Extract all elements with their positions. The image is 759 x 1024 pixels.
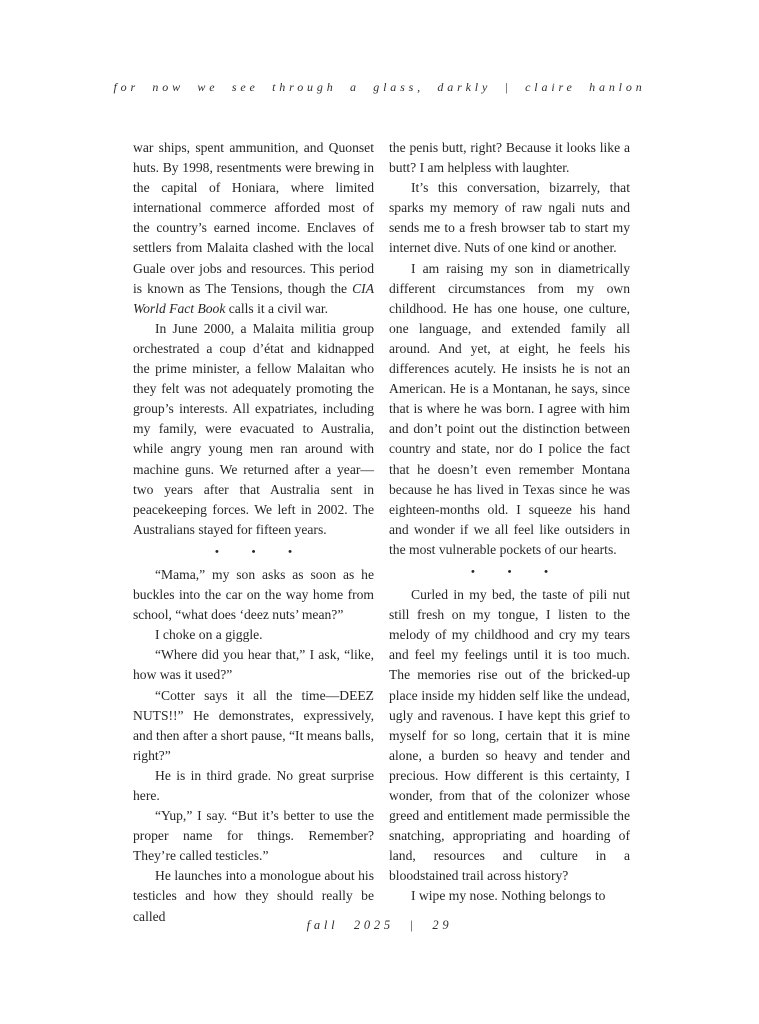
paragraph: I choke on a giggle.	[155, 627, 263, 643]
section-separator: • • •	[470, 565, 564, 578]
section-separator: • • •	[214, 545, 308, 558]
paragraph: “Cotter says it all the time—DEEZ NUTS!!” He demonstrates, expressively, and then after a short pause, “It means balls, right?”	[133, 687, 374, 763]
paragraph: It’s this conversation, bizarrely, that sparks my memory of raw ngali nuts and sends me to a fresh browser tab to start my internet dive. Nuts of one kind or another.	[389, 180, 630, 256]
paragraph: He is in third grade. No great surprise here.	[133, 767, 374, 803]
paragraph: I wipe my nose. Nothing belongs to	[411, 888, 606, 904]
paragraph: He launches into a monologue about his testicles and how they should really be called	[133, 868, 374, 924]
left-column	[133, 138, 374, 927]
text-columns	[133, 138, 631, 927]
paragraph: war ships, spent ammunition, and Quonset huts. By 1998, resentments were brewing in the capital of Honiara, where limited international commerce afforded most of the country’s earned income. Enclaves of settlers from Malaita clashed with the local Guale over jobs and resources. This period is known as The Tensions, though the CIA World Fact Book calls it a civil war.	[133, 140, 374, 316]
paragraph: “Yup,” I say. “But it’s better to use the proper name for things. Remember? They’re called testicles.”	[133, 808, 374, 864]
paragraph: the penis butt, right? Because it looks like a butt? I am helpless with laughter.	[389, 140, 630, 176]
paragraph: “Mama,” my son asks as soon as he buckles into the car on the way home from school, “what does ‘deez nuts’ mean?”	[133, 566, 374, 623]
paragraph: Curled in my bed, the taste of pili nut still fresh on my tongue, I listen to the melody of my childhood and cry my tears and feel my feelings until it is too much. The memories rise out of the bricked-up place inside my hidden self like the undead, ugly and ravenous. I have kept this grief to myself for so long, certain that it is mine alone, a burden so heavy and tender and precious. How different is this certainty, I wonder, from that of the colonizer whose greed and entitlement made permissible the snatching, appropriating and hoarding of land, resources and culture in a bloodstained trail across history?	[389, 587, 630, 884]
page-footer: fall 2025 | 29	[306, 918, 453, 932]
running-header: for now we see through a glass, darkly | claire hanlon	[113, 80, 646, 94]
paragraph: “Where did you hear that,” I ask, “like, how was it used?”	[133, 647, 374, 683]
paragraph: In June 2000, a Malaita militia group orchestrated a coup d’état and kidnapped the prime minister, a fellow Malaitan who they felt was not adequately promoting the group’s interests. All expatriates, including my family, were evacuated to Australia, while angry young men ran around with machine guns. We returned after a year—two years after that Australia sent in peacekeeping forces. We left in 2002. The Australians stayed for fifteen years.	[133, 320, 374, 537]
paragraph: I am raising my son in diametrically different circumstances from my own childhood. He has one house, one culture, one language, and extended family all around. And yet, at eight, he feels his differences acutely. He insists he is not an American. He is a Montanan, he says, since that is where he was born. I agree with him and don’t point out the distinction between country and state, nor do I police the fact that he doesn’t even remember Montana because he has lived in Texas since he was eighteen-months old. I squeeze his hand and wonder if we all feel like outsiders in the most vulnerable pockets of our hearts.	[389, 260, 630, 557]
right-column	[389, 138, 630, 927]
